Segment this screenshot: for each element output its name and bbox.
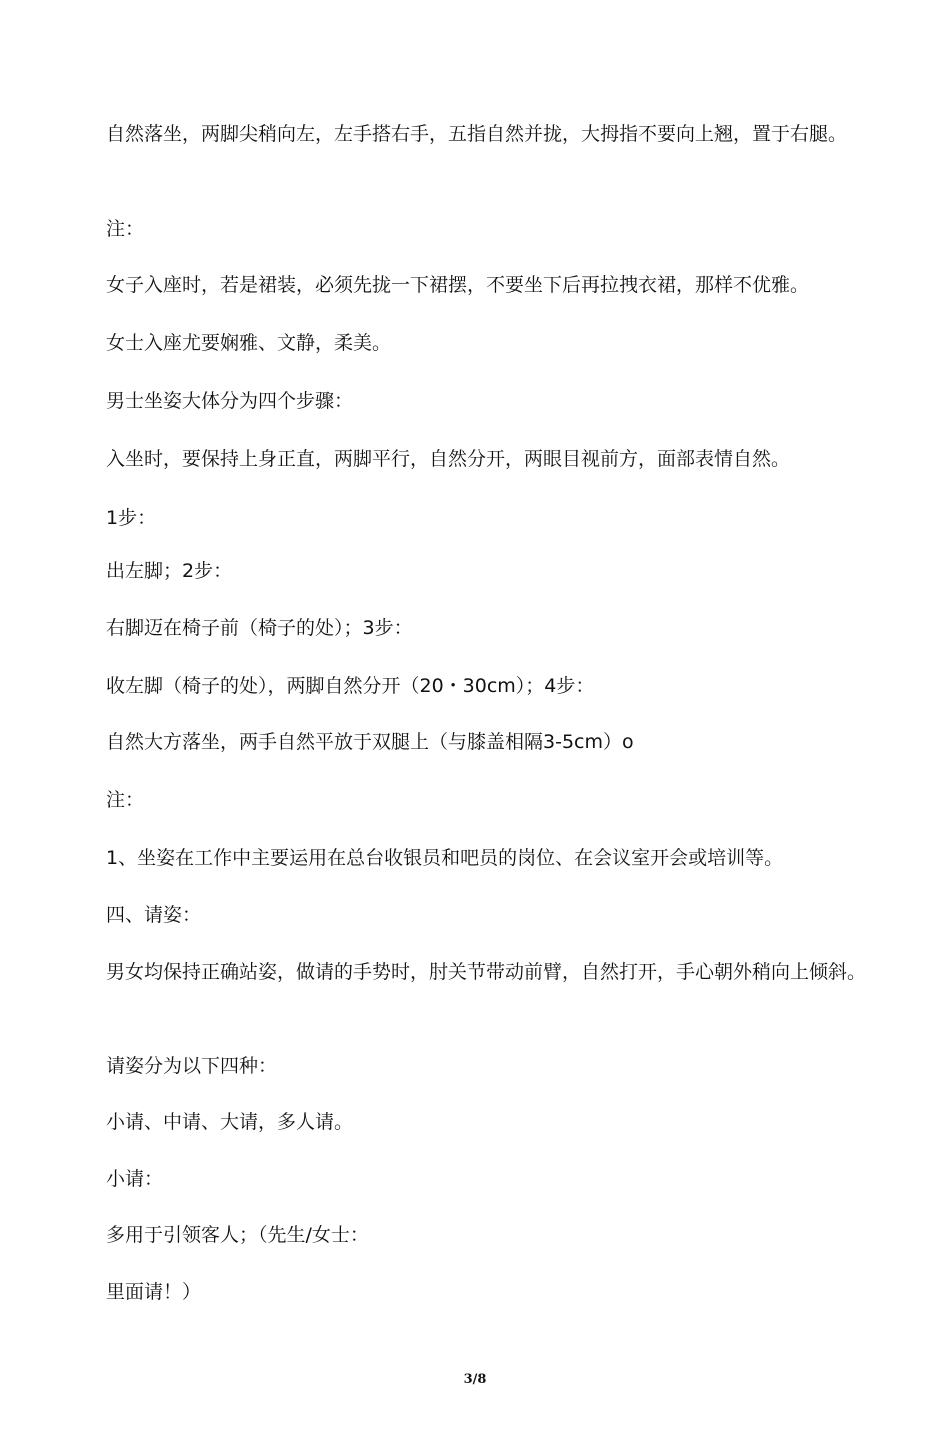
paragraph-8: 出左脚；2步： (106, 560, 233, 582)
paragraph-5: 男士坐姿大体分为四个步骤： (106, 390, 354, 412)
paragraph-15: 男女均保持正确站姿，做请的手势时，肘关节带动前臂，自然打开，手心朝外稍向上倾斜。 (106, 961, 867, 983)
paragraph-1: 自然落坐，两脚尖稍向左，左手搭右手，五指自然并拢，大拇指不要向上翘，置于右腿。 (106, 123, 848, 145)
paragraph-4: 女士入座尤要娴雅、文静，柔美。 (106, 332, 392, 354)
paragraph-7: 1步： (106, 507, 157, 529)
page-number: 3/8 (463, 1372, 487, 1387)
paragraph-18: 小请： (106, 1168, 164, 1190)
paragraph-19: 多用于引领客人；（先生/女士： (106, 1224, 369, 1246)
paragraph-17: 小请、中请、大请，多人请。 (106, 1111, 354, 1133)
paragraph-14: 四、请姿： (106, 904, 202, 926)
paragraph-3: 女子入座时，若是裙装，必须先拢一下裙摆，不要坐下后再拉拽衣裙，那样不优雅。 (106, 274, 810, 296)
paragraph-11: 自然大方落坐，两手自然平放于双腿上（与膝盖相隔3-5cm）o (106, 731, 634, 753)
paragraph-13: 1、坐姿在工作中主要运用在总台收银员和吧员的岗位、在会议室开会或培训等。 (106, 847, 784, 869)
paragraph-10: 收左脚（椅子的处），两脚自然分开（20・30cm）；4步： (106, 675, 595, 697)
paragraph-20: 里面请！） (106, 1281, 202, 1303)
paragraph-2: 注： (106, 218, 145, 240)
paragraph-6: 入坐时，要保持上身正直，两脚平行，自然分开，两眼目视前方，面部表情自然。 (106, 448, 791, 470)
paragraph-16: 请姿分为以下四种： (106, 1055, 278, 1077)
paragraph-9: 右脚迈在椅子前（椅子的处）；3步： (106, 617, 413, 639)
paragraph-12: 注： (106, 789, 145, 811)
